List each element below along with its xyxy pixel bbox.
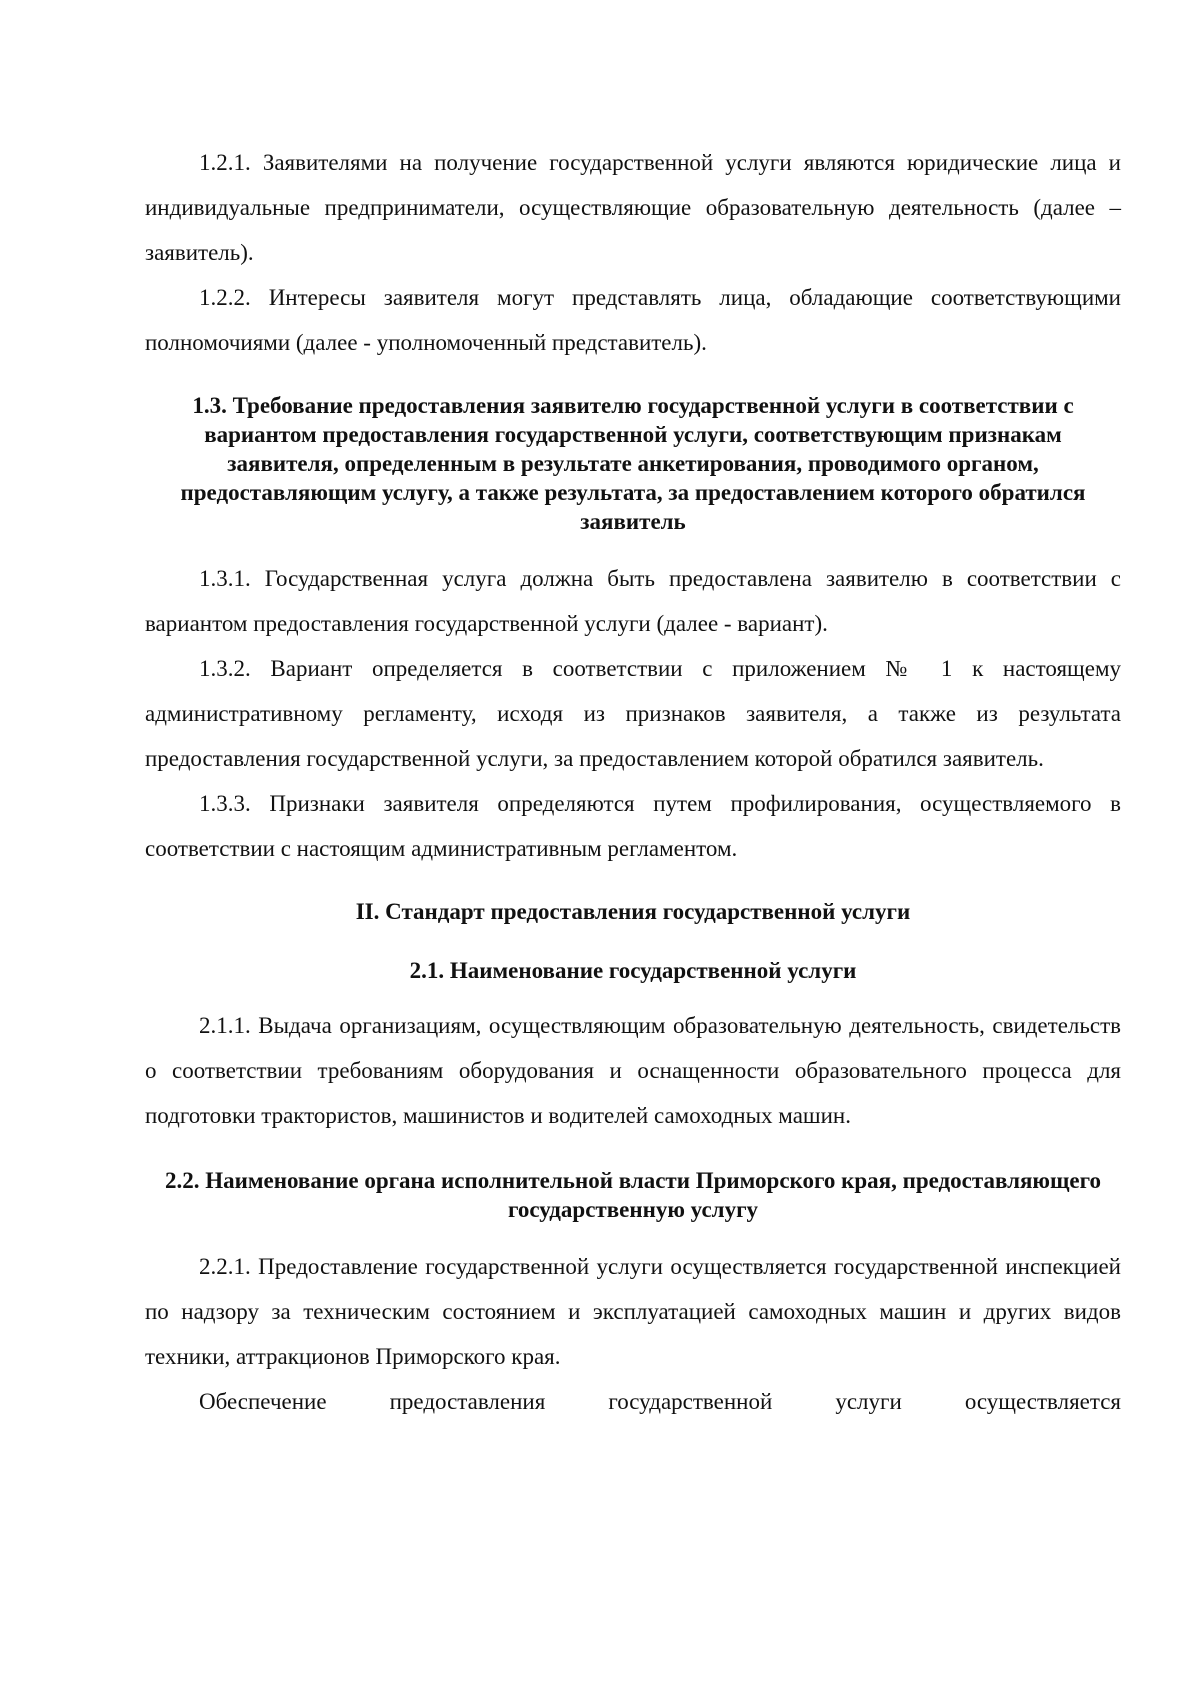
- heading-2-2: 2.2. Наименование органа исполнительной власти Приморского края, предоставляющего государственную услугу: [164, 1168, 1101, 1222]
- paragraph-2-1-1: 2.1.1. Выдача организациям, осуществляющим образовательную деятельность, свидетельств о соответствии требованиям оборудования и оснащенности образовательного процесса для подготовки трактористов, машинистов и водителей самоходных машин.: [145, 1013, 1121, 1128]
- heading-2-1: 2.1. Наименование государственной услуги: [409, 958, 857, 983]
- heading-1-3: 1.3. Требование предоставления заявителю государственной услуги в соответствии с вариантом предоставления государственной услуги, соответствующим признакам заявителя, определенным в результате анкетирования, проводимого органом, предоставляющим услугу, а также результата, за предоставлением которого обратился заявитель: [180, 393, 1086, 534]
- document-page: [145, 140, 1121, 1424]
- paragraph-1-3-3: 1.3.3. Признаки заявителя определяются путем профилирования, осуществляемого в соответствии с настоящим административным регламентом.: [145, 791, 1121, 861]
- heading-section-2: II. Стандарт предоставления государственной услуги: [355, 899, 911, 924]
- paragraph-1-2-2: 1.2.2. Интересы заявителя могут представлять лица, обладающие соответствующими полномочиями (далее - уполномоченный представитель).: [145, 285, 1121, 355]
- paragraph-2-2-1: 2.2.1. Предоставление государственной услуги осуществляется государственной инспекцией по надзору за техническим состоянием и эксплуатацией самоходных машин и других видов техники, аттракционов Приморского края.: [145, 1254, 1121, 1369]
- paragraph-1-3-2: 1.3.2. Вариант определяется в соответствии с приложением № 1 к настоящему административному регламенту, исходя из признаков заявителя, а также из результата предоставления государственной услуги, за предоставлением которой обратился заявитель.: [145, 656, 1121, 771]
- paragraph-1-2-1: 1.2.1. Заявителями на получение государственной услуги являются юридические лица и индивидуальные предприниматели, осуществляющие образовательную деятельность (далее – заявитель).: [145, 150, 1121, 265]
- paragraph-2-2-2: Обеспечение предоставления государственной услуги осуществляется: [199, 1389, 1121, 1414]
- paragraph-1-3-1: 1.3.1. Государственная услуга должна быть предоставлена заявителю в соответствии с вариантом предоставления государственной услуги (далее - вариант).: [145, 566, 1121, 636]
